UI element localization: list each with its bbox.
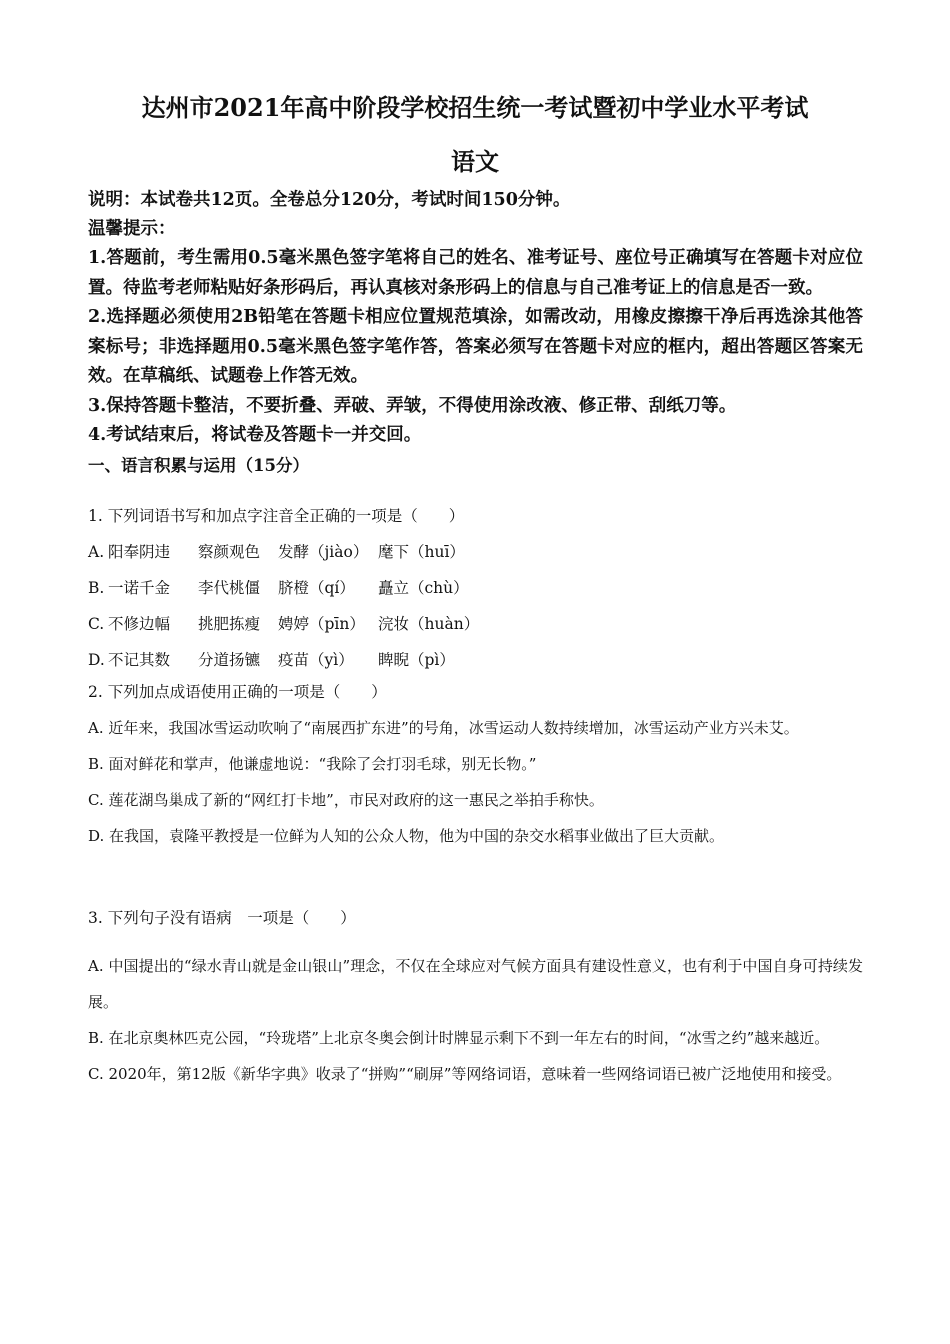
option-word: 挑肥拣瘦 [198, 615, 261, 633]
option-word: 李代桃僵 [198, 579, 261, 597]
tip-item: 4.考试结束后，将试卷及答题卡一并交回。 [88, 425, 422, 445]
option-c: C. 莲花湖鸟巢成了新的“网红打卡地”，市民对政府的这一惠民之举拍手称快。 [88, 791, 604, 809]
option-word: 一诺千金 [108, 579, 171, 597]
option-word: 矗立（chù） [378, 579, 469, 597]
option-b [88, 570, 863, 606]
option-word: 浣妆（huàn） [378, 615, 480, 633]
option-label: D. [88, 651, 105, 669]
question-stem: 1. 下列词语书写和加点字注音全正确的一项是（ ） [88, 507, 465, 525]
tips-heading: 温馨提示： [88, 219, 176, 239]
option-b: B. 面对鲜花和掌声，他谦虚地说：“我除了会打羽毛球，别无长物。” [88, 755, 537, 773]
option-c: C. 2020年，第12版《新华字典》收录了“拼购”“刷屏”等网络词语，意味着一些网络词语已被广泛地使用和接受。 [88, 1065, 842, 1083]
option-d [88, 642, 863, 678]
option-word: 分道扬镳 [198, 651, 261, 669]
question-stem: 2. 下列加点成语使用正确的一项是（ ） [88, 683, 387, 701]
option-a [88, 534, 863, 570]
question-3 [88, 900, 863, 1092]
option-word: 发酵（jiào） [278, 543, 369, 561]
tip-item: 2.选择题必须使用2B铅笔在答题卡相应位置规范填涂，如需改动，用橡皮擦擦干净后再选涂其他答案标号；非选择题用0.5毫米黑色签字笔作答，答案必须写在答题卡对应的框内，超出答题区答案无效。在草稿纸、试题卷上作答无效。 [88, 307, 863, 386]
option-word: 娉婷（pīn） [278, 615, 365, 633]
option-word: 察颜观色 [198, 543, 261, 561]
option-a: A. 中国提出的“绿水青山就是金山银山”理念，不仅在全球应对气候方面具有建设性意义，也有利于中国自身可持续发展。 [88, 957, 863, 1011]
option-d: D. 在我国，袁隆平教授是一位鲜为人知的公众人物，他为中国的杂交水稻事业做出了巨大贡献。 [88, 827, 725, 845]
tip-item: 1.答题前，考生需用0.5毫米黑色签字笔将自己的姓名、准考证号、座位号正确填写在答题卡对应位置。待监考老师粘贴好条形码后，再认真核对条形码上的信息与自己准考证上的信息是否一致。 [88, 248, 863, 298]
option-word: 脐橙（qí） [278, 579, 355, 597]
exam-note: 说明：本试卷共12页。全卷总分120分，考试时间150分钟。 [88, 190, 571, 210]
tip-item: 3.保持答题卡整洁，不要折叠、弄破、弄皱，不得使用涂改液、修正带、刮纸刀等。 [88, 395, 737, 416]
option-label: A. [88, 543, 105, 561]
option-c [88, 606, 863, 642]
option-label: C. [88, 615, 105, 633]
subject-title: 语文 [451, 147, 499, 176]
option-word: 疫苗（yì） [278, 651, 354, 669]
option-label: B. [88, 579, 105, 597]
option-word: 不修边幅 [108, 615, 171, 633]
option-a: A. 近年来，我国冰雪运动吹响了“南展西扩东进”的号角，冰雪运动人数持续增加，冰雪运动产业方兴未艾。 [88, 719, 799, 737]
question-1 [88, 498, 863, 678]
section-heading: 一、语言积累与运用（15分） [88, 455, 309, 475]
option-b: B. 在北京奥林匹克公园，“玲珑塔”上北京冬奥会倒计时牌显示剩下不到一年左右的时间，“冰雪之约”越来越近。 [88, 1029, 830, 1047]
option-word: 睥睨（pì） [378, 651, 455, 669]
option-word: 不记其数 [108, 651, 171, 669]
option-word: 阳奉阴违 [108, 543, 171, 561]
option-word: 麾下（huī） [378, 543, 465, 561]
exam-instructions [88, 186, 863, 480]
question-2 [88, 674, 863, 854]
question-stem: 3. 下列句子没有语病 一项是（ ） [88, 909, 356, 927]
page-title: 达州市2021年高中阶段学校招生统一考试暨初中学业水平考试 [141, 93, 809, 122]
